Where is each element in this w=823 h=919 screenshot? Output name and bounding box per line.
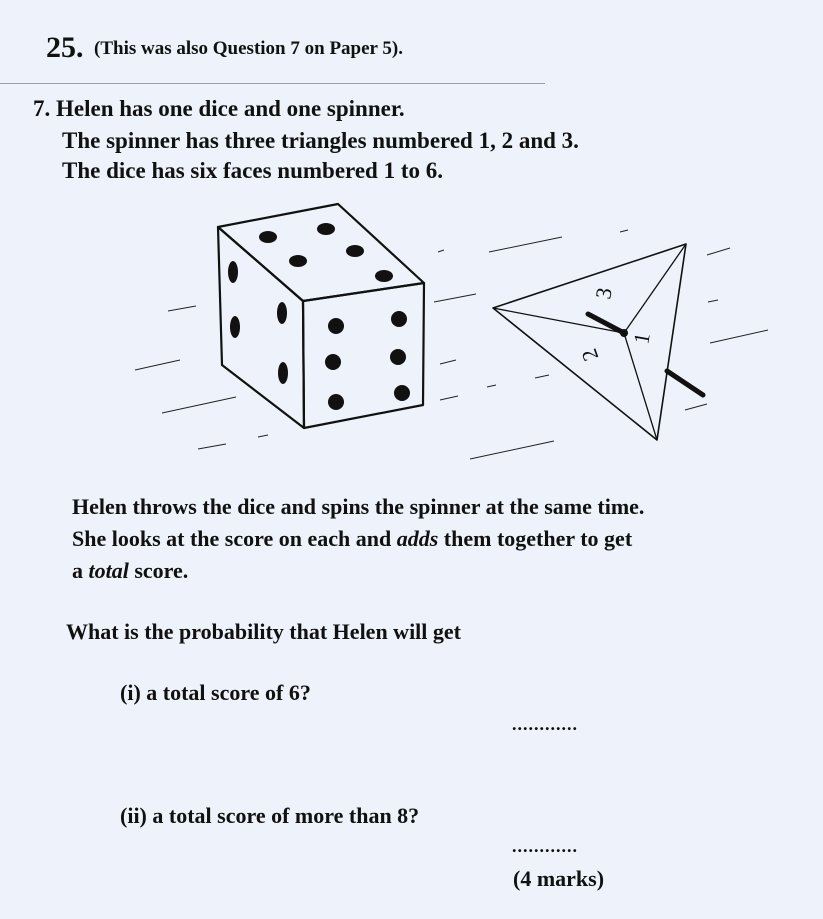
intro-line-3: The dice has six faces numbered 1 to 6. [62, 158, 443, 183]
question-number: 25. [46, 31, 84, 64]
marks-label: (4 marks) [513, 866, 605, 891]
divider [0, 83, 545, 84]
body-line-3-emphasis: total [88, 558, 129, 583]
answer-line-i[interactable]: ............ [512, 714, 578, 734]
spinner-number-2: 2 [576, 345, 604, 365]
spinner [493, 244, 686, 440]
question-part-ii: (ii) a total score of more than 8? [120, 803, 420, 828]
body-line-3-b: score. [128, 558, 189, 583]
spinner-number-3: 3 [590, 285, 617, 301]
question-note: (This was also Question 7 on Paper 5). [94, 38, 403, 59]
body-line-1: Helen throws the dice and spins the spinner at the same time. [72, 494, 645, 519]
body-line-2-a: She looks at the score on each and [72, 526, 397, 551]
body-line-2-emphasis: adds [396, 526, 439, 551]
spinner-number-1: 1 [628, 330, 655, 346]
question-part-i: (i) a total score of 6? [120, 680, 311, 705]
intro-line-2: The spinner has three triangles numbered 1, 2 and 3. [62, 128, 579, 153]
body-line-3-a: a [72, 558, 89, 583]
intro-line-1: 7. Helen has one dice and one spinner. [33, 96, 405, 121]
question-prompt: What is the probability that Helen will get [66, 619, 461, 644]
body-line-2 [72, 524, 632, 554]
answer-line-ii[interactable]: ............ [512, 836, 578, 856]
dice-pips [228, 223, 410, 410]
body-line-2-b: them together to get [438, 526, 633, 551]
dice-and-spinner-illustration [0, 200, 823, 480]
spinner-pointer [588, 314, 703, 395]
body-line-3 [72, 556, 188, 586]
